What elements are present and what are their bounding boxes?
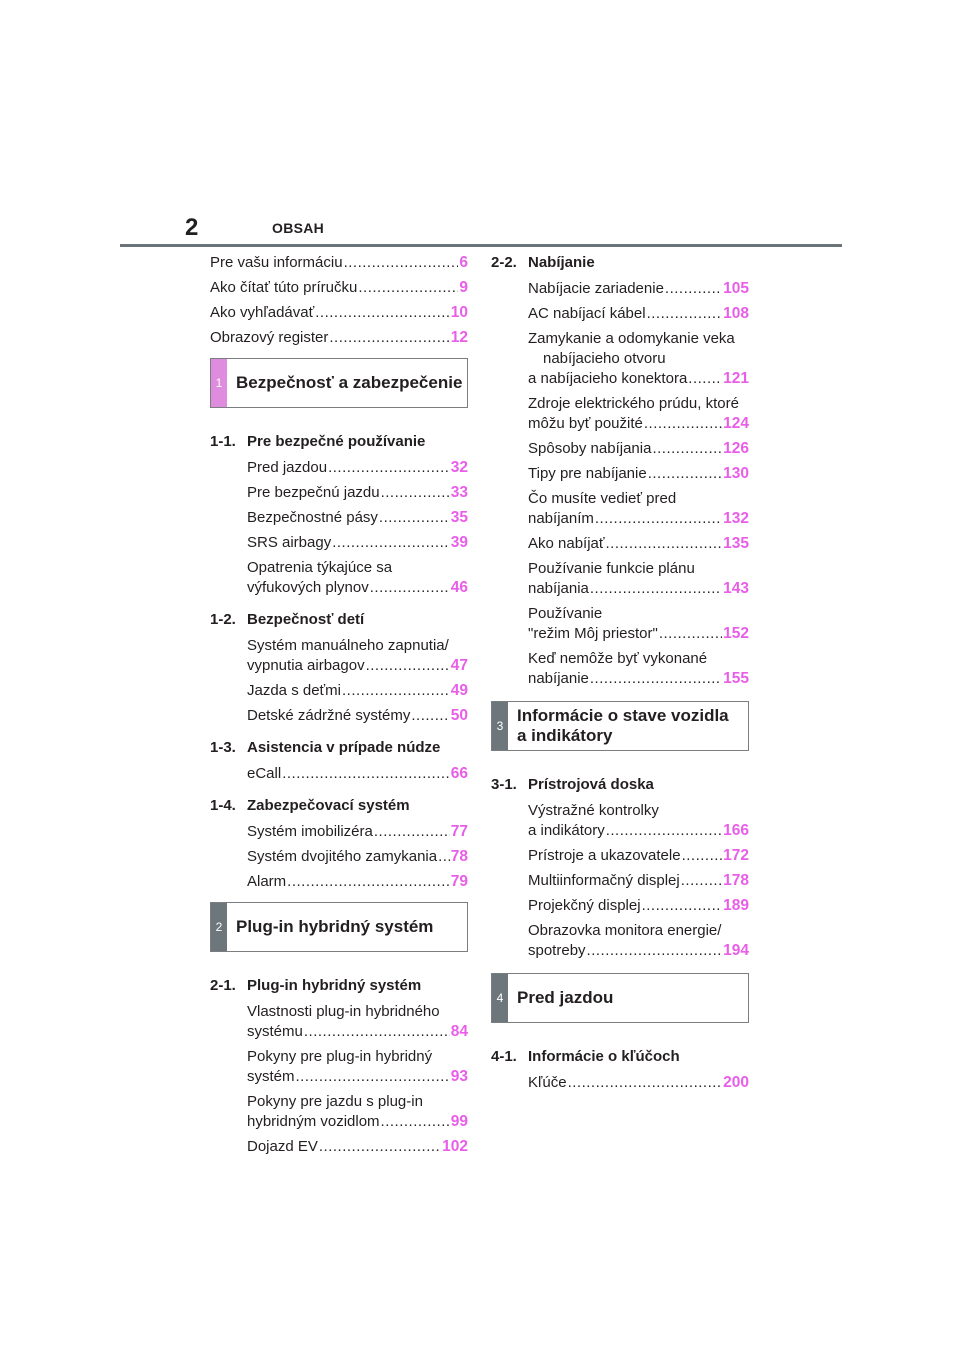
toc-entry[interactable]: Bezpečnostné pásy ..... 35 [210, 508, 468, 528]
page-ref[interactable]: 200 [723, 1074, 749, 1091]
page-ref[interactable]: 79 [450, 873, 468, 890]
page-ref[interactable]: 135 [723, 535, 749, 552]
toc-entry[interactable]: Prístroje a ukazovatele ..... 172 [491, 846, 749, 866]
toc-entry[interactable]: Kľúče ..... 200 [491, 1073, 749, 1093]
page-ref[interactable]: 50 [450, 707, 468, 724]
section-heading: 3-1. Prístrojová doska [491, 776, 654, 793]
toc-entry[interactable]: eCall ..... 66 [210, 764, 468, 784]
page-ref[interactable]: 32 [450, 459, 468, 476]
section-heading: 1-3. Asistencia v prípade núdze [210, 739, 441, 756]
chapter-box-1[interactable] [210, 358, 468, 408]
toc-entry[interactable]: AC nabíjací kábel ..... 108 [491, 304, 749, 324]
page-ref[interactable]: 166 [723, 822, 749, 839]
toc-entry[interactable]: Multiinformačný displej ..... 178 [491, 871, 749, 891]
page-header-title: OBSAH [272, 220, 325, 236]
toc-left-column [210, 253, 468, 1162]
page-ref[interactable]: 108 [723, 305, 749, 322]
toc-right-column [491, 253, 749, 1098]
toc-entry[interactable]: Nabíjacie zariadenie ..... 105 [491, 279, 749, 299]
page-ref[interactable]: 84 [450, 1023, 468, 1040]
page-ref[interactable]: 130 [723, 465, 749, 482]
toc-entry[interactable]: Keď nemôže byť vykonané nabíjanie ..... 155 [491, 649, 749, 689]
toc-entry[interactable]: Používanie "režim Môj priestor" ..... 152 [491, 604, 749, 644]
chapter-tab: 1 [211, 359, 227, 407]
chapter-tab: 3 [492, 702, 508, 750]
toc-entry[interactable]: Pre bezpečnú jazdu ..... 33 [210, 483, 468, 503]
section-heading: 1-4. Zabezpečovací systém [210, 797, 410, 814]
section-heading: 1-1. Pre bezpečné používanie [210, 433, 426, 450]
toc-entry[interactable]: Obrazovka monitora energie/ spotreby ..... 194 [491, 921, 749, 961]
page-ref[interactable]: 12 [450, 329, 468, 346]
chapter-title: Pred jazdou [517, 988, 614, 1007]
header-rule [120, 244, 842, 247]
toc-entry[interactable]: Pokyny pre jazdu s plug-in hybridným vozidlom ..... 99 [210, 1092, 468, 1132]
toc-entry[interactable]: Vlastnosti plug-in hybridného systému ..... 84 [210, 1002, 468, 1042]
toc-entry[interactable]: Čo musíte vedieť pred nabíjaním ..... 132 [491, 489, 749, 529]
chapter-title: Bezpečnosť a zabezpečenie [236, 373, 463, 392]
page-ref[interactable]: 126 [723, 440, 749, 457]
page-ref[interactable]: 132 [723, 510, 749, 527]
toc-entry[interactable]: Jazda s deťmi ..... 49 [210, 681, 468, 701]
toc-entry[interactable]: Zdroje elektrického prúdu, ktoré môžu byť použité ..... 124 [491, 394, 749, 434]
page-ref[interactable]: 152 [723, 625, 749, 642]
toc-entry[interactable]: Systém imobilizéra ..... 77 [210, 822, 468, 842]
section-heading: 1-2. Bezpečnosť detí [210, 611, 365, 628]
toc-entry[interactable]: Systém dvojitého zamykania ..... 78 [210, 847, 468, 867]
page-number: 2 [185, 214, 199, 241]
chapter-box-3[interactable] [491, 701, 749, 751]
section-heading: 2-2. Nabíjanie [491, 254, 595, 271]
toc-entry[interactable]: Detské zádržné systémy ..... 50 [210, 706, 468, 726]
toc-entry[interactable]: Projekčný displej ..... 189 [491, 896, 749, 916]
page-ref[interactable]: 77 [450, 823, 468, 840]
page-ref[interactable]: 155 [723, 670, 749, 687]
toc-entry[interactable]: Obrazový register ..... 12 [210, 328, 468, 348]
toc-entry[interactable]: Ako nabíjať ..... 135 [491, 534, 749, 554]
page-ref[interactable]: 172 [723, 847, 749, 864]
toc-entry[interactable]: Opatrenia týkajúce sa výfukových plynov ..... 46 [210, 558, 468, 598]
toc-entry[interactable]: SRS airbagy ..... 39 [210, 533, 468, 553]
section-heading: 4-1. Informácie o kľúčoch [491, 1048, 680, 1065]
chapter-tab: 4 [492, 974, 508, 1022]
section-heading: 2-1. Plug-in hybridný systém [210, 977, 422, 994]
page-ref[interactable]: 178 [723, 872, 749, 889]
page-ref[interactable]: 66 [450, 765, 468, 782]
toc-entry[interactable]: Používanie funkcie plánu nabíjania ..... 143 [491, 559, 749, 599]
toc-entry[interactable]: Alarm ..... 79 [210, 872, 468, 892]
page-ref[interactable]: 102 [442, 1138, 468, 1155]
toc-entry[interactable]: Systém manuálneho zapnutia/ vypnutia airbagov ..... 47 [210, 636, 468, 676]
page-ref[interactable]: 10 [450, 304, 468, 321]
page-ref[interactable]: 9 [459, 279, 468, 296]
page-ref[interactable]: 47 [450, 657, 468, 674]
page-ref[interactable]: 35 [450, 509, 468, 526]
page-ref[interactable]: 33 [450, 484, 468, 501]
page-ref[interactable]: 6 [459, 254, 468, 271]
chapter-box-2[interactable] [210, 902, 468, 952]
chapter-tab: 2 [211, 903, 227, 951]
page-ref[interactable]: 189 [723, 897, 749, 914]
toc-entry[interactable]: Tipy pre nabíjanie ..... 130 [491, 464, 749, 484]
page-ref[interactable]: 93 [450, 1068, 468, 1085]
chapter-title: Plug-in hybridný systém [236, 917, 434, 936]
page-ref[interactable]: 39 [450, 534, 468, 551]
toc-entry[interactable]: Výstražné kontrolky a indikátory ..... 166 [491, 801, 749, 841]
page-ref[interactable]: 143 [723, 580, 749, 597]
toc-entry[interactable]: Ako vyhľadávať ..... 10 [210, 303, 468, 323]
toc-entry[interactable]: Zamykanie a odomykanie veka nabíjacieho otvoru a nabíjacieho konektora ..... 121 [491, 329, 749, 389]
toc-entry[interactable]: Pokyny pre plug-in hybridný systém ..... 93 [210, 1047, 468, 1087]
page-ref[interactable]: 49 [450, 682, 468, 699]
toc-entry[interactable]: Dojazd EV ..... 102 [210, 1137, 468, 1157]
page-ref[interactable]: 105 [723, 280, 749, 297]
toc-entry[interactable]: Ako čítať túto príručku ..... 9 [210, 278, 468, 298]
chapter-title: Informácie o stave vozidla a indikátory [517, 706, 729, 745]
toc-entry[interactable]: Spôsoby nabíjania ..... 126 [491, 439, 749, 459]
page-ref[interactable]: 121 [723, 370, 749, 387]
page-ref[interactable]: 99 [450, 1113, 468, 1130]
toc-entry[interactable]: Pre vašu informáciu ..... 6 [210, 253, 468, 273]
chapter-box-4[interactable] [491, 973, 749, 1023]
page-ref[interactable]: 124 [723, 415, 749, 432]
toc-entry[interactable]: Pred jazdou ..... 32 [210, 458, 468, 478]
page-ref[interactable]: 194 [723, 942, 749, 959]
page-ref[interactable]: 78 [450, 848, 468, 865]
page-ref[interactable]: 46 [450, 579, 468, 596]
